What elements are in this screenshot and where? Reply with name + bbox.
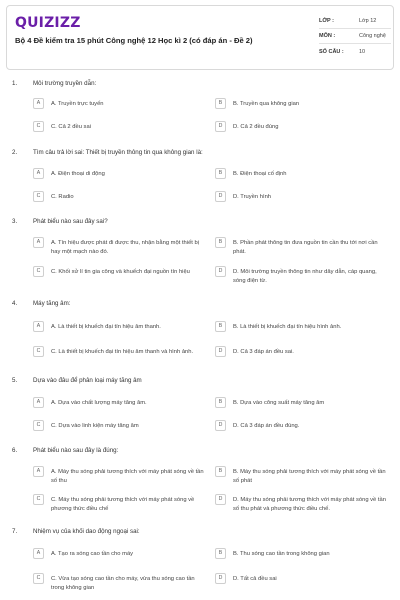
option-text: B. Dựa vào công suất máy tăng âm [233,400,325,406]
option-text: A. Tạo ra sóng cao tần cho máy [51,551,134,557]
option-letter-box: C [33,573,44,584]
option-letter-box: C [33,191,44,202]
option-letter-box: A [33,466,44,477]
option-letter-box: A [33,548,44,559]
option-text: A. Là thiết bị khuếch đại tín hiệu âm thanh. [51,324,161,330]
meta-row-count [319,44,391,59]
option-text: C. Cả 2 đều sai [51,124,91,130]
option-text: B. Là thiết bị khuếch đại tín hiệu hình ảnh. [233,324,342,330]
option-letter-box: A [33,321,44,332]
option-letter-box: A [33,98,44,109]
worksheet-meta [319,14,391,59]
option-letter-box: A [33,237,44,248]
question-number: 7. [12,528,18,535]
question-text: Máy tăng âm: [33,300,71,307]
option-letter-box: D [215,266,226,277]
question-stem [0,377,400,387]
option-text: B. Điện thoại cố định [233,171,287,177]
question-text: Tìm câu trả lời sai: Thiết bị truyền thông tin qua không gian là: [33,149,203,156]
option-letter-box: B [215,397,226,408]
question-text: Nhiệm vụ của khối dao động ngoại sai: [33,528,140,535]
meta-row-class [319,14,391,29]
question-number: 1. [12,80,18,87]
option-text: D. Truyền hình [233,194,272,200]
option-text: C. Khối xử lí tin gia công và khuếch đại nguồn tín hiệu [51,269,190,275]
question-number: 5. [12,377,18,384]
option-text: B. Phần phát thông tin đưa nguồn tin cần thu tới nơi cần phát. [233,240,378,255]
option-letter-box: C [33,346,44,357]
option-text: B. Thu sóng cao tần trong không gian [233,551,330,557]
question-stem [0,80,400,90]
option-letter-box: B [215,321,226,332]
question-number: 2. [12,149,18,156]
meta-label: SỐ CÂU : [319,48,344,55]
question-text: Dựa vào đâu để phân loại máy tăng âm [33,377,142,384]
option-text: C. Máy thu sóng phải tương thích với máy phát sóng về phương thức điều chế [51,497,195,512]
option-letter-box: D [215,494,226,505]
option-text: A. Tín hiệu được phát đi được thu, nhận bằng một thiết bị hay một mạch nào đó. [51,240,200,255]
option-text: B. Truyền qua không gian [233,101,300,107]
meta-value: Công nghệ [359,33,386,39]
option-text: C. Vừa tạo sóng cao tần cho máy, vừa thu sóng cao tần trong không gian [51,576,195,591]
question-text: Môi trường truyền dẫn: [33,80,97,87]
meta-row-subject [319,29,391,44]
question-number: 6. [12,447,18,454]
question-text: Phát biểu nào sau đây sai? [33,218,108,225]
question-number: 4. [12,300,18,307]
option-letter-box: D [215,573,226,584]
option-text: D. Máy thu sóng phải tương thích với máy phát sóng về tần số thu phát và phương thức điều chế. [233,497,386,512]
option-text: A. Dựa vào chất lượng máy tăng âm. [51,400,147,406]
option-letter-box: D [215,121,226,132]
option-letter-box: C [33,494,44,505]
option-text: D. Tất cả đều sai [233,576,277,582]
option-text: A. Điện thoại di động [51,171,105,177]
question-stem [0,218,400,228]
meta-label: LỚP : [319,18,334,24]
question-number: 3. [12,218,18,225]
option-letter-box: B [215,237,226,248]
question-stem [0,149,400,159]
question-text: Phát biểu nào sau đây là đúng: [33,447,119,454]
question-stem [0,300,400,310]
option-letter-box: D [215,420,226,431]
option-text: C. Dựa vào linh kiện máy tăng âm [51,423,139,429]
option-letter-box: C [33,266,44,277]
option-text: D. Môi trường truyền thông tin như dây dẫn, cáp quang, sóng điện từ. [233,269,377,284]
option-letter-box: C [33,121,44,132]
option-letter-box: A [33,168,44,179]
meta-label: MÔN : [319,33,336,39]
option-letter-box: C [33,420,44,431]
option-letter-box: B [215,98,226,109]
meta-value: Lớp 12 [359,18,377,24]
option-text: C. Radio [51,194,74,200]
option-text: D. Cả 3 đáp án đều đúng. [233,423,300,429]
option-text: D. Cả 3 đáp án đều sai. [233,349,294,355]
option-letter-box: B [215,168,226,179]
option-letter-box: D [215,346,226,357]
meta-value: 10 [359,48,366,55]
question-stem [0,447,400,457]
option-letter-box: B [215,466,226,477]
question-stem [0,528,400,538]
option-text: D. Cả 2 đều đúng [233,124,279,130]
worksheet-header [6,5,394,70]
option-letter-box: A [33,397,44,408]
option-text: A. Truyền trực tuyến [51,101,104,107]
option-text: C. Là thiết bị khuếch đại tín hiệu âm thanh và hình ảnh. [51,349,194,355]
option-text: A. Máy thu sóng phải tương thích với máy phát sóng về tần số thu [51,469,204,484]
option-letter-box: B [215,548,226,559]
option-text: B. Máy thu sóng phải tương thích với máy phát sóng về tần số phát [233,469,386,484]
worksheet-title: Bộ 4 Đề kiểm tra 15 phút Công nghệ 12 Học kì 2 (có đáp án - Đề 2) [15,36,253,45]
option-letter-box: D [215,191,226,202]
quizizz-logo: QUIZIZZ [15,15,81,31]
